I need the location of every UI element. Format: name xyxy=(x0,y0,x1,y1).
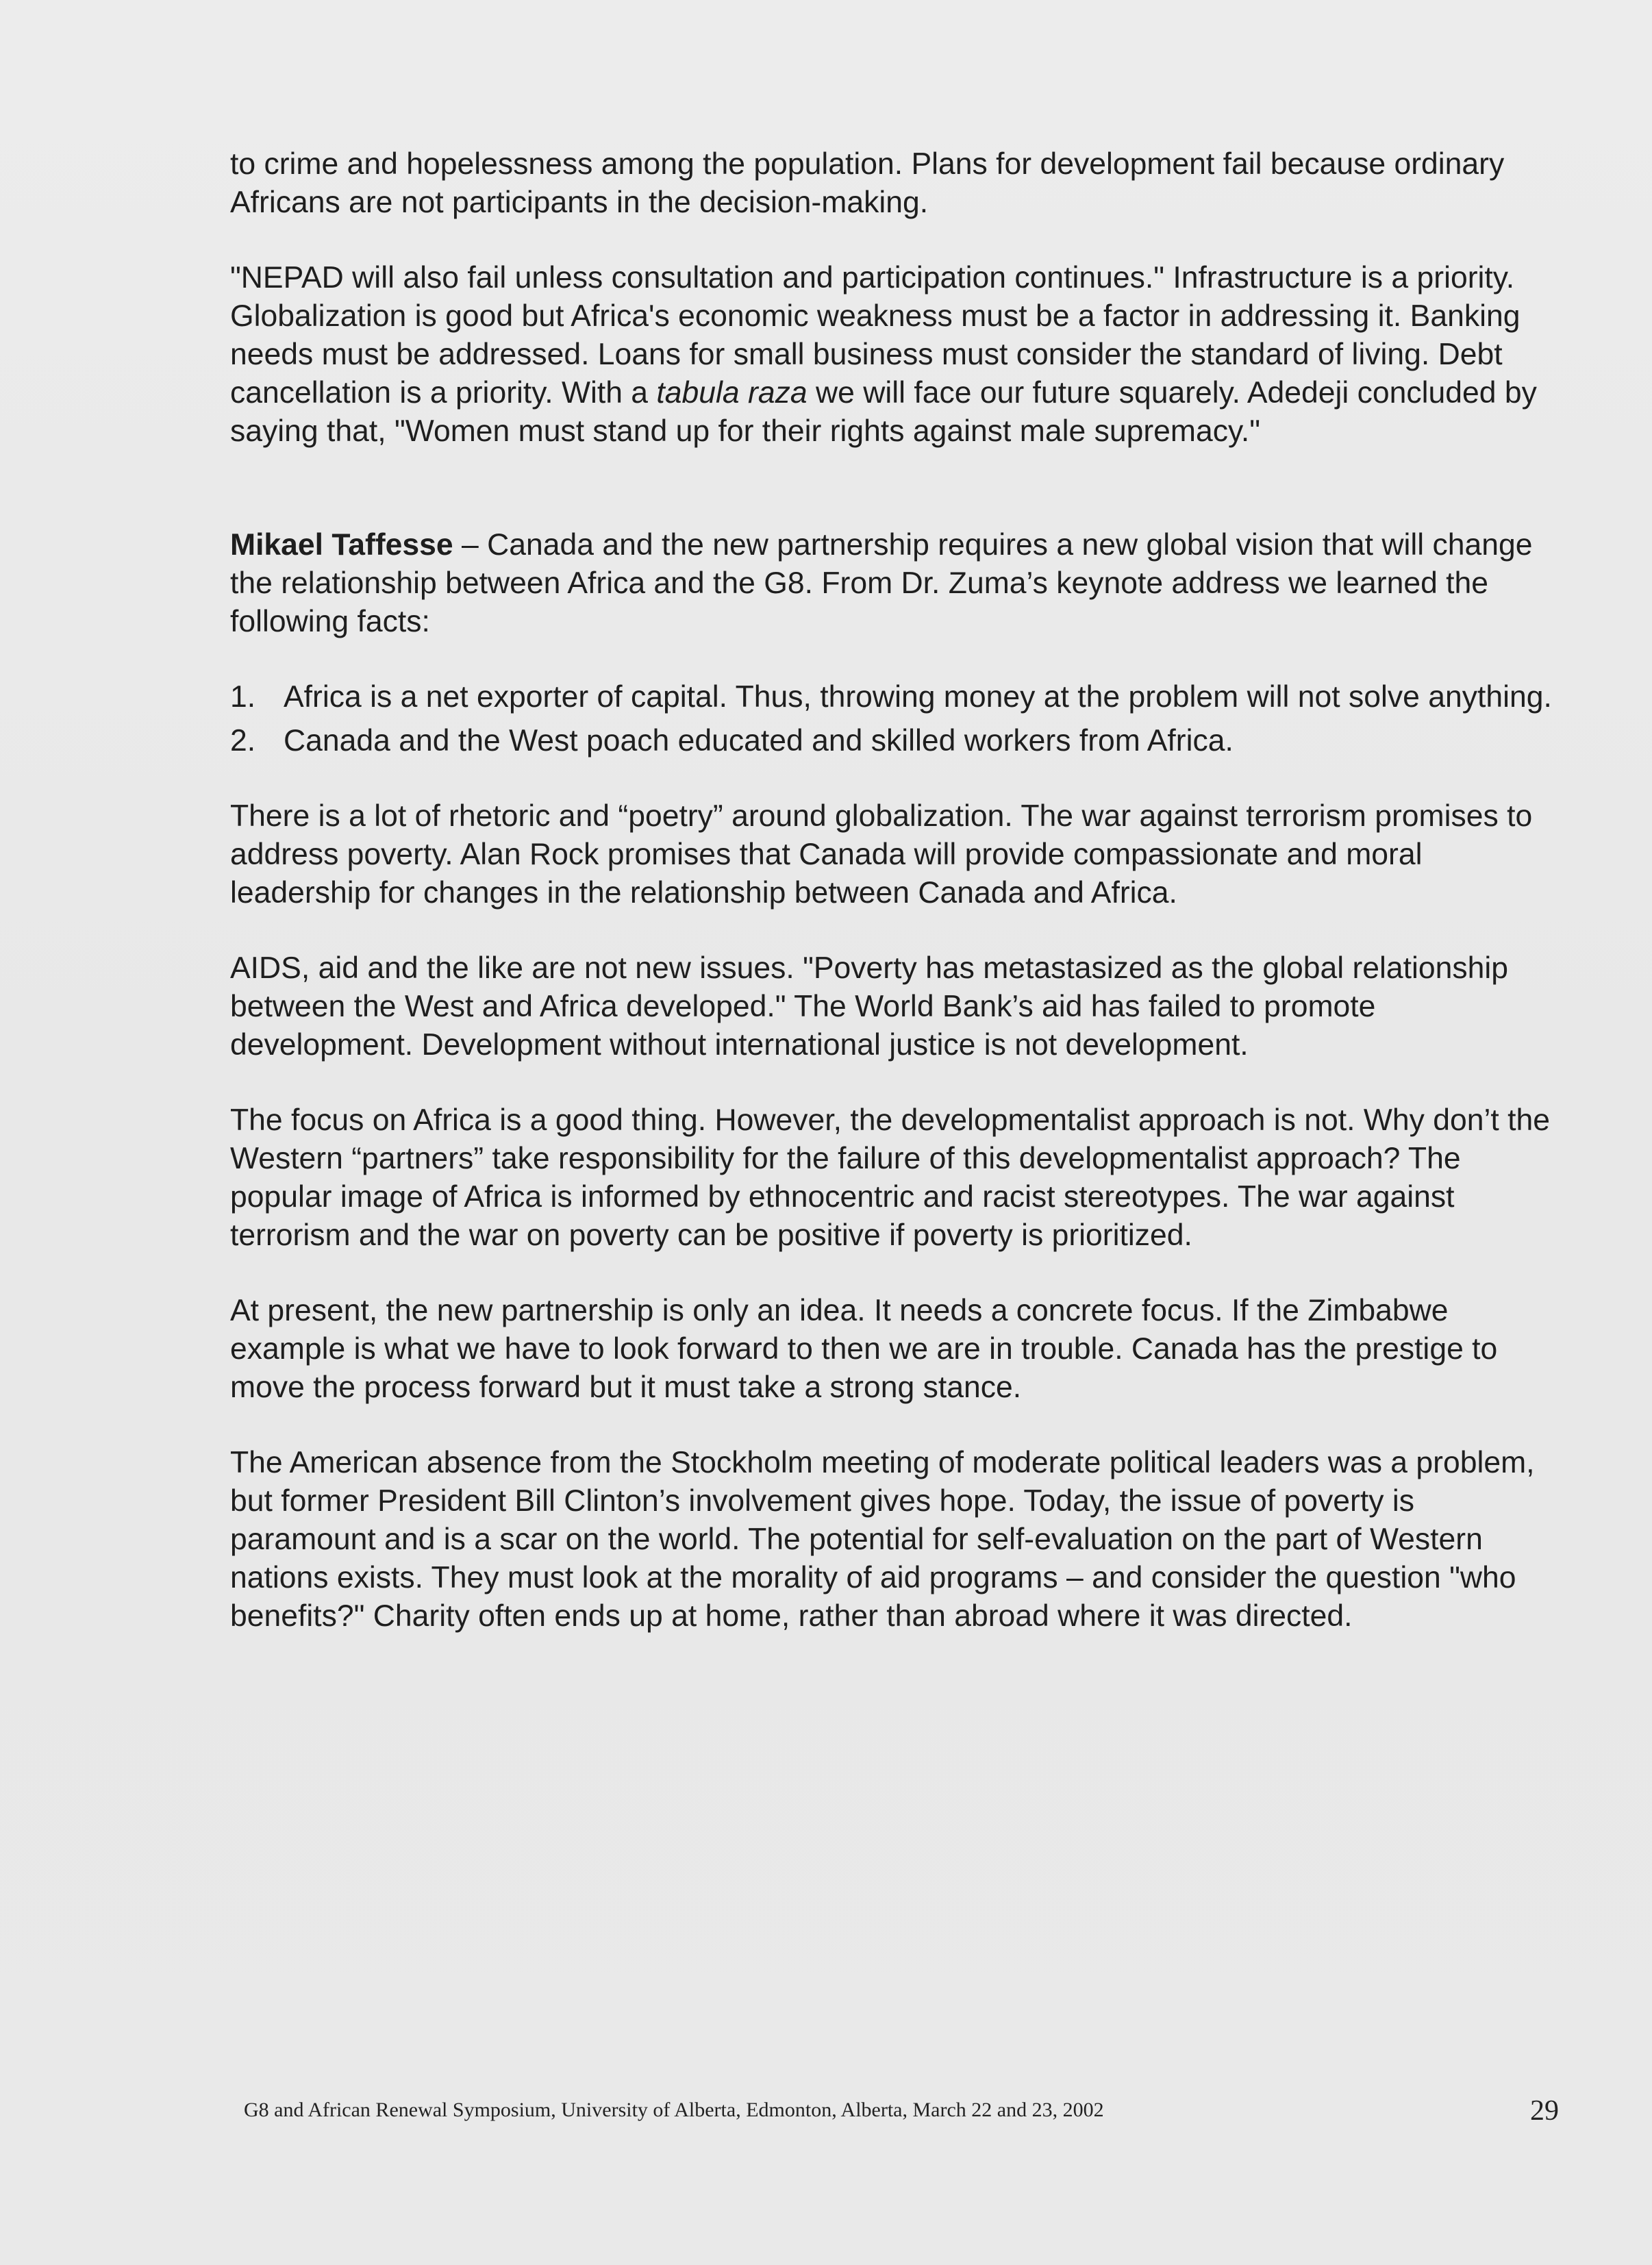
list-item xyxy=(230,678,1559,716)
list-item-text: Africa is a net exporter of capital. Thus, throwing money at the problem will not solve anything. xyxy=(284,680,1552,714)
list-item-number: 1. xyxy=(230,680,256,714)
list-item-text: Canada and the West poach educated and skilled workers from Africa. xyxy=(284,724,1234,758)
paragraph-rhetoric: There is a lot of rhetoric and “poetry” around globalization. The war against terrorism promises to address poverty. Alan Rock promises that Canada will provide compassionate and moral leadership for changes in the relationship between Canada and Africa. xyxy=(230,799,1533,910)
paragraph-nepad-italic: tabula raza xyxy=(656,376,808,410)
paragraph-focus: The focus on Africa is a good thing. However, the developmentalist approach is not. Why don’t the Western “partners” take responsibility for the failure of this developmentalist approach? The popular image of Africa is informed by ethnocentric and racist stereotypes. The war against terrorism and the war on poverty can be positive if poverty is prioritized. xyxy=(230,1103,1550,1252)
paragraph-crime: to crime and hopelessness among the population. Plans for development fail because ordinary Africans are not participants in the decision-making. xyxy=(230,147,1505,219)
paragraph-aids: AIDS, aid and the like are not new issues. "Poverty has metastasized as the global relationship between the West and Africa developed." The World Bank’s aid has failed to promote development. Development without international justice is not development. xyxy=(230,951,1509,1062)
paragraph-american: The American absence from the Stockholm meeting of moderate political leaders was a problem, but former President Bill Clinton’s involvement gives hope. Today, the issue of poverty is paramount and is a scar on the world. The potential for self-evaluation on the part of Western nations exists. They must look at the morality of aid programs – and consider the question "who benefits?" Charity often ends up at home, rather than abroad where it was directed. xyxy=(230,1446,1535,1633)
paragraph-nepad xyxy=(230,259,1559,451)
paragraph-nepad-text-b: we will face our future squarely. Adedeji concluded by saying that, "Women must stand up for their rights against male supremacy." xyxy=(230,376,1537,448)
page-number: 29 xyxy=(1530,2095,1559,2127)
paragraph-taffesse xyxy=(230,526,1559,641)
speaker-name: Mikael Taffesse xyxy=(230,528,453,562)
footer-citation: G8 and African Renewal Symposium, University of Alberta, Edmonton, Alberta, March 22 and 23, 2002 xyxy=(244,2099,1104,2121)
page-footer xyxy=(244,2095,1559,2127)
list-item-number: 2. xyxy=(230,724,256,758)
paragraph-present: At present, the new partnership is only an idea. It needs a concrete focus. If the Zimbabwe example is what we have to look forward to then we are in trouble. Canada has the prestige to move the process forward but it must take a strong stance. xyxy=(230,1294,1498,1404)
facts-list xyxy=(230,678,1559,760)
document-body xyxy=(230,145,1559,1673)
speaker-intro: – Canada and the new partnership requires a new global vision that will change the relationship between Africa and the G8. From Dr. Zuma’s keynote address we learned the following facts: xyxy=(230,528,1533,638)
list-item xyxy=(230,722,1559,760)
paragraph-nepad-text-a: "NEPAD will also fail unless consultation and participation continues." Infrastructure is a priority. Globalization is good but Africa's economic weakness must be a factor in addressing it. Banking needs must be addressed. Loans for small business must consider the standard of living. Debt cancellation is a priority. With a xyxy=(230,261,1520,410)
